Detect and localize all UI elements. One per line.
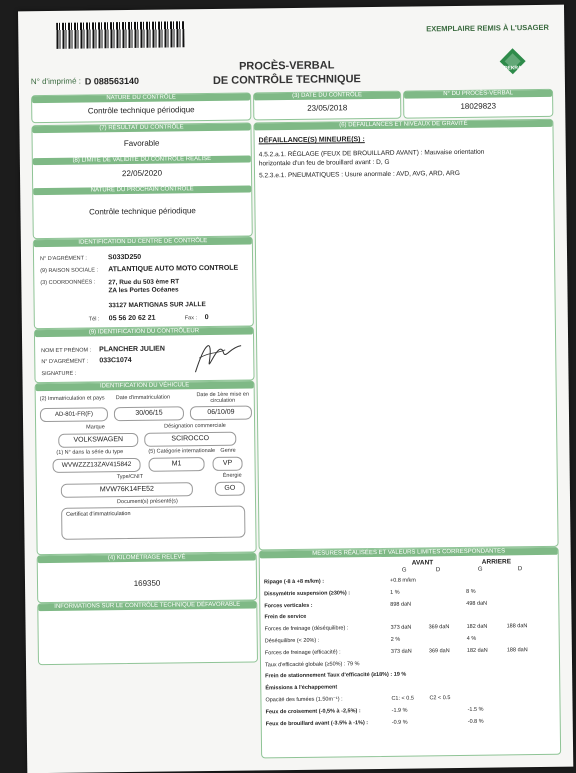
- immat-label: (2) Immatriculation et pays: [39, 395, 105, 403]
- mesure-label: Feux de croisement (-0,5% à -2,5%) :: [265, 707, 361, 716]
- centre-tel-value: 05 56 20 62 21: [108, 314, 156, 323]
- next-header: NATURE DU PROCHAIN CONTRÔLE: [33, 185, 251, 195]
- docs-value: Certificat d'immatriculation: [66, 510, 131, 518]
- type-label: Type/CNIT: [116, 473, 144, 481]
- result-header: (7) RÉSULTAT DU CONTRÔLE: [32, 124, 250, 134]
- inspection-report-paper: [18, 5, 573, 773]
- docs-field: [61, 506, 245, 540]
- mesure-value: 1 %: [390, 589, 400, 596]
- energie-label: Énergie: [222, 472, 242, 479]
- defect-line-1: 4.5.2.a.1. RÉGLAGE (FEUX DE BROUILLARD AVANT) : Mauvaise orientation: [258, 148, 485, 159]
- defects-title: DÉFAILLANCE(S) MINEURE(S) :: [258, 136, 365, 145]
- controleur-header: (9) IDENTIFICATION DU CONTRÔLEUR: [35, 327, 253, 337]
- designation-field: SCIROCCO: [144, 432, 236, 447]
- mesure-value: C1: < 0.5: [391, 695, 414, 702]
- barcode: [56, 21, 184, 49]
- mesure-label: Frein de service: [264, 614, 307, 621]
- mesure-label: Feux de brouillard avant (-3.5% à -1%) :: [265, 719, 369, 727]
- vehicule-header: IDENTIFICATION DU VÉHICULE: [36, 381, 254, 391]
- mesure-value: 8 %: [466, 588, 476, 595]
- mesure-label: Émissions à l'échappement: [265, 684, 338, 692]
- mesures-header: MESURES RÉALISÉES ET VALEURS LIMITES CORRESPONDANTES: [260, 548, 558, 559]
- mesure-label: Forces de freinage (efficacité) :: [264, 649, 341, 657]
- mesure-value: -1.9 %: [391, 707, 408, 714]
- km-box: [37, 552, 258, 603]
- info-box: [37, 600, 258, 665]
- mesure-value: -1.5 %: [467, 706, 484, 713]
- centre-addr-1: 27, Rue du 503 ème RT: [108, 278, 180, 287]
- centre-addr-3: 33127 MARTIGNAS SUR JALLE: [108, 301, 206, 310]
- arriere-g-label: G: [477, 566, 483, 573]
- mesure-value: 4 %: [466, 635, 477, 642]
- signature-scribble: [185, 332, 246, 377]
- mesure-label: Forces verticales :: [264, 602, 313, 609]
- controleur-name-label: NOM ET PRÉNOM :: [41, 347, 92, 355]
- mesure-label: Opacité des fumées (1.50m⁻¹) :: [265, 696, 343, 704]
- km-header: (4) KILOMÉTRAGE RELEVÉ: [38, 553, 256, 563]
- centre-raison-label: (9) RAISON SOCIALE :: [40, 267, 98, 275]
- centre-header: IDENTIFICATION DU CENTRE DE CONTRÔLE: [34, 237, 252, 247]
- controleur-box: [34, 326, 255, 383]
- mesures-box: [259, 547, 562, 759]
- info-header: INFORMATIONS SUR LE CONTRÔLE TECHNIQUE DÉFAVORABLE: [38, 601, 256, 611]
- centre-agrement-value: S033D250: [107, 253, 142, 262]
- avant-d-label: D: [435, 567, 441, 574]
- defect-line-2: horizontale d'un feu de brouillard avant : D, G: [258, 158, 390, 168]
- centre-box: [33, 236, 254, 329]
- print-number-value: D 088563140: [84, 75, 140, 87]
- docs-label: Document(s) présenté(s): [116, 498, 178, 506]
- marque-label: Marque: [86, 424, 105, 431]
- centre-fax-value: 0: [204, 314, 209, 322]
- genre-label: Genre: [220, 447, 236, 454]
- centre-coord-label: (3) COORDONNÉES :: [40, 279, 96, 287]
- controleur-agrement-label: N° D'AGRÉMENT :: [41, 358, 89, 366]
- controleur-name-value: PLANCHER JULIEN: [99, 345, 165, 354]
- immat-field: AD-801-FR(F): [40, 407, 108, 422]
- control-date: 23/05/2018: [307, 103, 348, 113]
- mesure-value: 188 daN: [506, 646, 528, 654]
- result-value: Favorable: [123, 138, 160, 149]
- mesure-value: 188 daN: [506, 623, 528, 630]
- mesure-value: 898 daN: [390, 601, 412, 608]
- marque-field: VOLKSWAGEN: [58, 433, 138, 448]
- centre-addr-2: ZA les Portes Océanes: [108, 286, 179, 295]
- genre-field: VP: [212, 457, 242, 471]
- centre-raison-value: ATLANTIQUE AUTO MOTO CONTROLE: [108, 264, 239, 274]
- categorie-label: (5) Catégorie internationale: [148, 447, 216, 455]
- serie-label: (1) N° dans la série du type: [56, 449, 124, 456]
- mesure-value: 2 %: [390, 636, 401, 643]
- pv-number: 18029823: [460, 101, 497, 111]
- type-field: MVW76K14FE52: [61, 482, 193, 498]
- defects-box: [253, 119, 558, 551]
- limit-header: (8) LIMITE DE VALIDITÉ DU CONTRÔLE RÉALISÉ: [33, 156, 251, 166]
- centre-agrement-label: N° D'AGRÉMENT :: [40, 255, 87, 263]
- mesure-label: Frein de stationnement Taux d'efficacité (≥18%) : 19 %: [265, 672, 407, 680]
- date-box: [253, 91, 401, 121]
- nature-box: [31, 92, 251, 123]
- mesure-value: 498 daN: [466, 600, 488, 607]
- mesure-value: -0.8 %: [467, 718, 484, 725]
- centre-tel-label: Tél :: [88, 316, 100, 323]
- vehicule-box: [35, 380, 257, 555]
- pv-header: N° DU PROCÈS-VERBAL: [404, 90, 552, 99]
- date-circ-field: 06/10/09: [190, 406, 252, 421]
- mesure-label: Dissymétrie suspension (≥30%) :: [264, 590, 351, 598]
- arriere-d-label: D: [517, 566, 523, 573]
- energie-field: GO: [215, 482, 245, 496]
- mesure-value: 182 daN: [466, 623, 488, 631]
- serie-field: WVWZZZ13ZAV415842: [52, 458, 140, 473]
- mesure-value: 369 daN: [428, 647, 450, 655]
- report-title-line2: DE CONTRÔLE TECHNIQUE: [212, 73, 361, 87]
- pv-box: [403, 89, 553, 119]
- date-immat-label: Date d'immatriculation: [115, 394, 171, 402]
- nature-value: Contrôle technique périodique: [87, 105, 195, 116]
- mesure-label: Déséquilibre (< 20%) :: [264, 637, 320, 645]
- dekra-logo-text: DEKRA: [503, 65, 522, 72]
- mesure-value: 182 daN: [466, 647, 488, 654]
- mesure-value: +0.8 m/km: [389, 577, 416, 584]
- mesure-value: 373 daN: [390, 648, 412, 655]
- mesure-value: 373 daN: [390, 624, 412, 632]
- defects-header: (6) DÉFAILLANCES ET NIVEAUX DE GRAVITÉ: [254, 120, 552, 131]
- mesure-label: Taux d'efficacité globale (≥50%) : 79 %: [264, 660, 360, 668]
- centre-fax-label: Fax :: [184, 315, 198, 322]
- date-header: (3) DATE DU CONTRÔLE: [254, 92, 400, 101]
- arriere-label: ARRIERE: [481, 558, 512, 566]
- avant-g-label: G: [401, 567, 407, 574]
- controleur-signature-label: SIGNATURE :: [41, 370, 77, 378]
- mesure-value: C2 < 0.5: [429, 695, 451, 702]
- print-number-label: N° d'imprimé :: [30, 76, 82, 87]
- categorie-field: M1: [148, 457, 204, 472]
- next-value: Contrôle technique périodique: [89, 206, 196, 217]
- report-title-line1: PROCÈS-VERBAL: [238, 59, 335, 73]
- designation-label: Désignation commerciale: [164, 422, 226, 430]
- limit-value: 22/05/2020: [121, 168, 163, 179]
- mesure-value: -0.9 %: [391, 719, 408, 726]
- copy-label: EXEMPLAIRE REMIS À L'USAGER: [426, 22, 549, 34]
- nature-header: NATURE DU CONTRÔLE: [32, 94, 250, 104]
- mesure-label: Ripage (-8 à +8 m/km) :: [263, 578, 325, 586]
- dekra-logo: [498, 47, 526, 75]
- date-immat-field: 30/06/15: [114, 406, 184, 421]
- controleur-agrement-value: 033C1074: [99, 356, 132, 365]
- mesure-value: 369 daN: [428, 624, 450, 631]
- km-value: 169350: [133, 578, 161, 588]
- mesure-label: Forces de freinage (déséquilibre) :: [264, 625, 349, 633]
- avant-label: AVANT: [411, 559, 434, 567]
- result-box: [31, 122, 252, 239]
- defect-line-3: 5.2.3.e.1. PNEUMATIQUES : Usure anormale : AVD, AVG, ARD, ARG: [259, 169, 460, 180]
- date-circ-label: Date de 1ère mise en circulation: [196, 391, 250, 405]
